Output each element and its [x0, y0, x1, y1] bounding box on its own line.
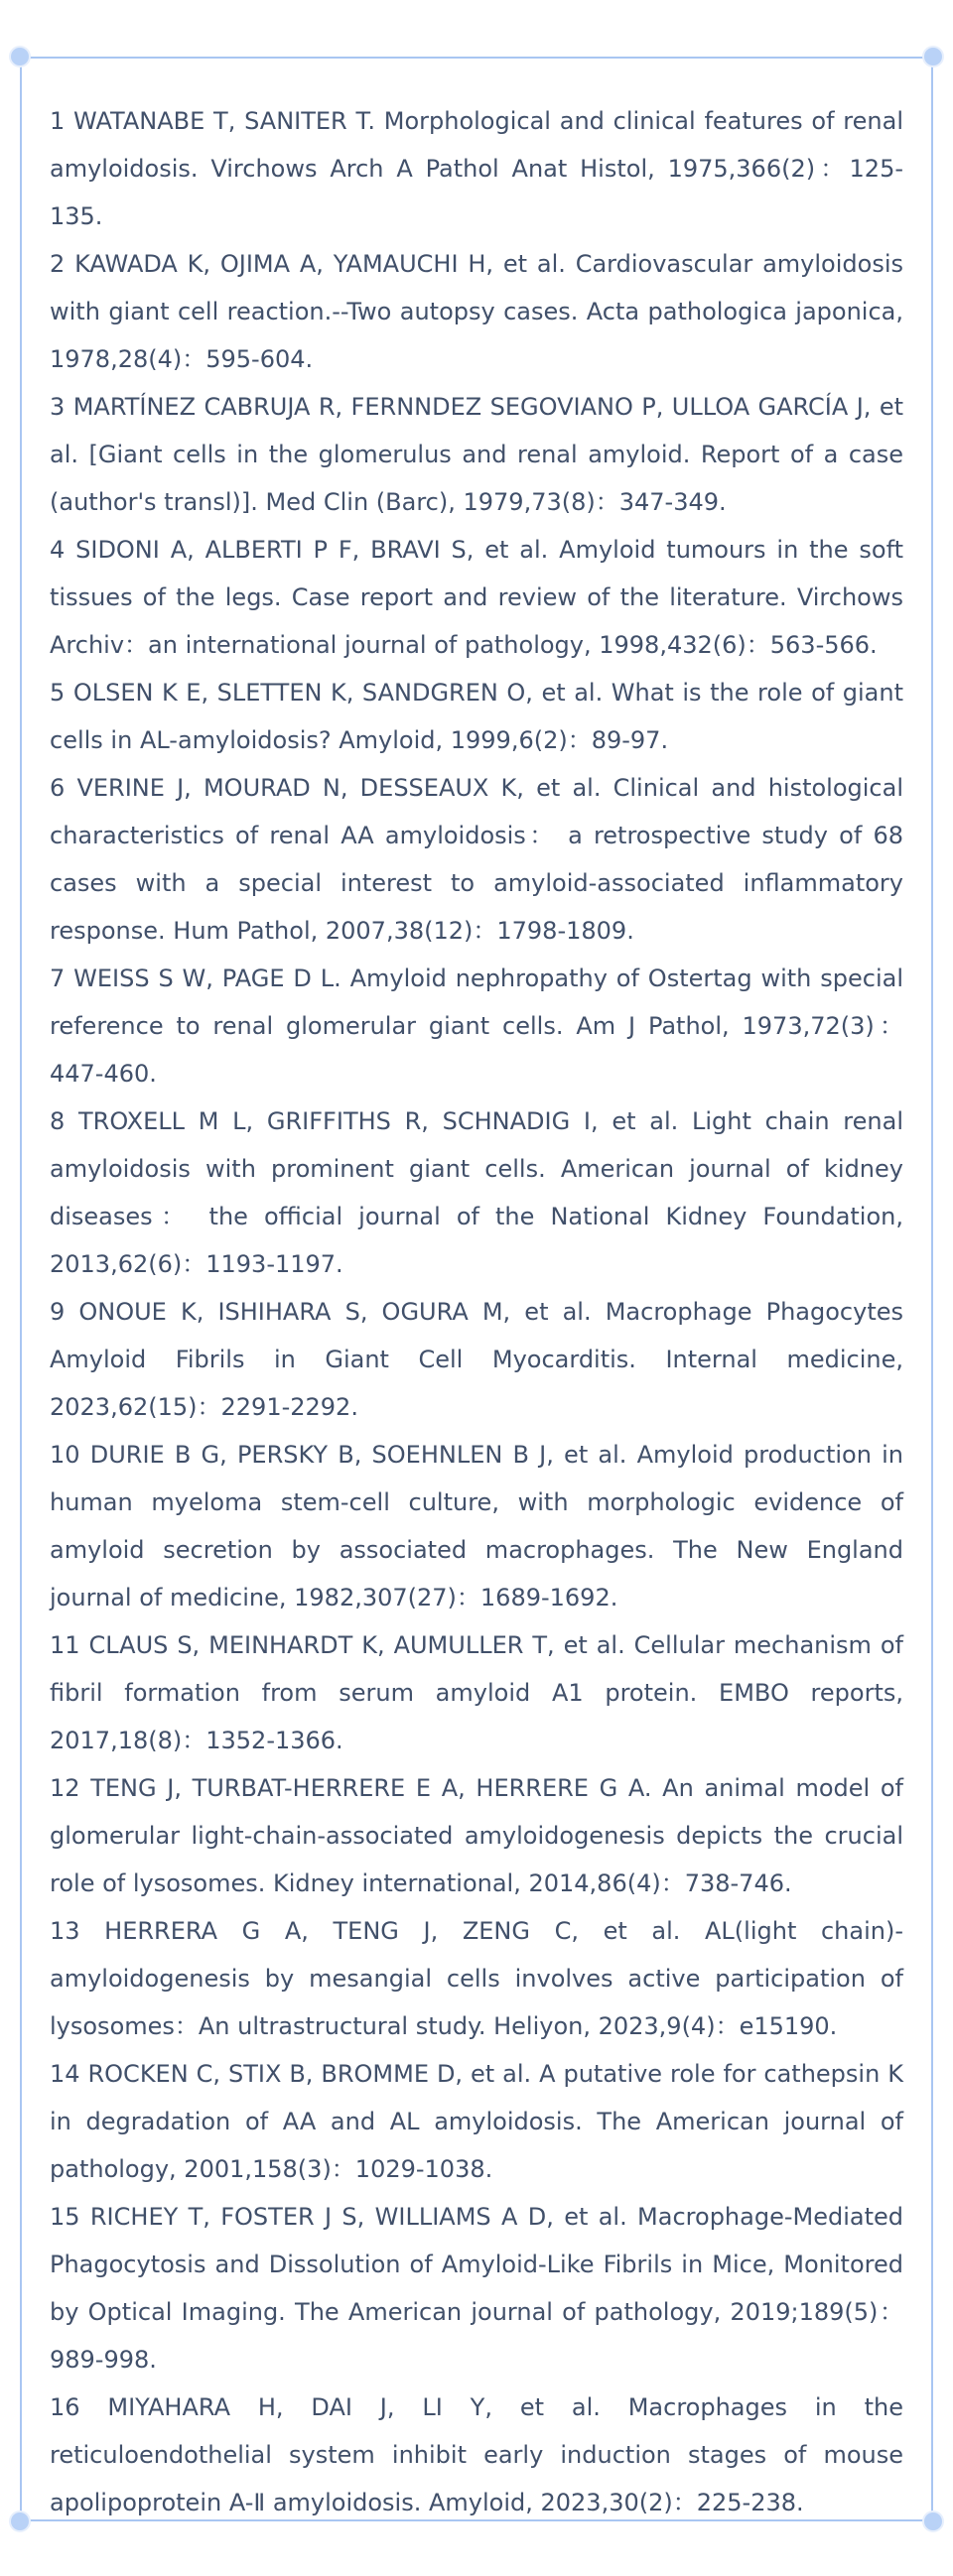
reference-item: 6 VERINE J, MOURAD N, DESSEAUX K, et al. Clinical and histological characteristics of renal AA amyloidosis： a retrospective study of 68 cases with a special interest to amyloid-associated inflammatory response. Hum Pathol, 2007,38(12)：1798-1809.: [50, 774, 903, 945]
reference-item: 13 HERRERA G A, TENG J, ZENG C, et al. AL(light chain)-amyloidogenesis by mesangial cells involves active participation of lysosomes：An ultrastructural study. Heliyon, 2023,9(4)：e15190.: [50, 1917, 903, 2040]
reference-item: 10 DURIE B G, PERSKY B, SOEHNLEN B J, et al. Amyloid production in human myeloma stem-cell culture, with morphologic evidence of amyloid secretion by associated macrophages. The New England journal of medicine, 1982,307(27)：1689-1692.: [50, 1441, 903, 1611]
reference-item: 4 SIDONI A, ALBERTI P F, BRAVI S, et al. Amyloid tumours in the soft tissues of the legs. Case report and review of the literature. Virchows Archiv：an international journal of pathology, 1998,432(6)：563-566.: [50, 536, 903, 659]
corner-dot-top-left: [11, 48, 29, 65]
reference-item: 12 TENG J, TURBAT-HERRERE E A, HERRERE G A. An animal model of glomerular light-chain-associated amyloidogenesis depicts the crucial role of lysosomes. Kidney international, 2014,86(4)：738-746.: [50, 1774, 903, 1897]
reference-item: 3 MARTÍNEZ CABRUJA R, FERNNDEZ SEGOVIANO P, ULLOA GARCÍA J, et al. [Giant cells in the glomerulus and renal amyloid. Report of a case (author's transl)]. Med Clin (Barc), 1979,73(8)：347-349.: [50, 393, 903, 516]
corner-dot-top-right: [924, 48, 942, 65]
reference-item: 14 ROCKEN C, STIX B, BROMME D, et al. A putative role for cathepsin K in degradation of AA and AL amyloidosis. The American journal of pathology, 2001,158(3)：1029-1038.: [50, 2060, 903, 2183]
corner-dot-bottom-left: [11, 2512, 29, 2530]
reference-item: 15 RICHEY T, FOSTER J S, WILLIAMS A D, et al. Macrophage-Mediated Phagocytosis and Dissolution of Amyloid-Like Fibrils in Mice, Monitored by Optical Imaging. The American journal of pathology, 2019;189(5)：989-998.: [50, 2203, 903, 2374]
reference-item: 5 OLSEN K E, SLETTEN K, SANDGREN O, et al. What is the role of giant cells in AL-amyloidosis? Amyloid, 1999,6(2)：89-97.: [50, 679, 903, 754]
reference-list: [50, 97, 903, 2526]
reference-item: 16 MIYAHARA H, DAI J, LI Y, et al. Macrophages in the reticuloendothelial system inhibit early induction stages of mouse apolipoprotein A-Ⅱ amyloidosis. Amyloid, 2023,30(2)：225-238.: [50, 2393, 903, 2516]
reference-item: 11 CLAUS S, MEINHARDT K, AUMULLER T, et al. Cellular mechanism of fibril formation from serum amyloid A1 protein. EMBO reports, 2017,18(8)：1352-1366.: [50, 1631, 903, 1754]
reference-item: 7 WEISS S W, PAGE D L. Amyloid nephropathy of Ostertag with special reference to renal glomerular giant cells. Am J Pathol, 1973,72(3)：447-460.: [50, 965, 903, 1088]
reference-item: 9 ONOUE K, ISHIHARA S, OGURA M, et al. Macrophage Phagocytes Amyloid Fibrils in Giant Cell Myocarditis. Internal medicine, 2023,62(15)：2291-2292.: [50, 1298, 903, 1421]
corner-dot-bottom-right: [924, 2512, 942, 2530]
reference-item: 8 TROXELL M L, GRIFFITHS R, SCHNADIG I, et al. Light chain renal amyloidosis with prominent giant cells. American journal of kidney diseases： the official journal of the National Kidney Foundation, 2013,62(6)：1193-1197.: [50, 1107, 903, 1278]
reference-item: 1 WATANABE T, SANITER T. Morphological and clinical features of renal amyloidosis. Virchows Arch A Pathol Anat Histol, 1975,366(2)：125-135.: [50, 107, 903, 230]
reference-item: 2 KAWADA K, OJIMA A, YAMAUCHI H, et al. Cardiovascular amyloidosis with giant cell reaction.--Two autopsy cases. Acta pathologica japonica, 1978,28(4)：595-604.: [50, 250, 903, 373]
